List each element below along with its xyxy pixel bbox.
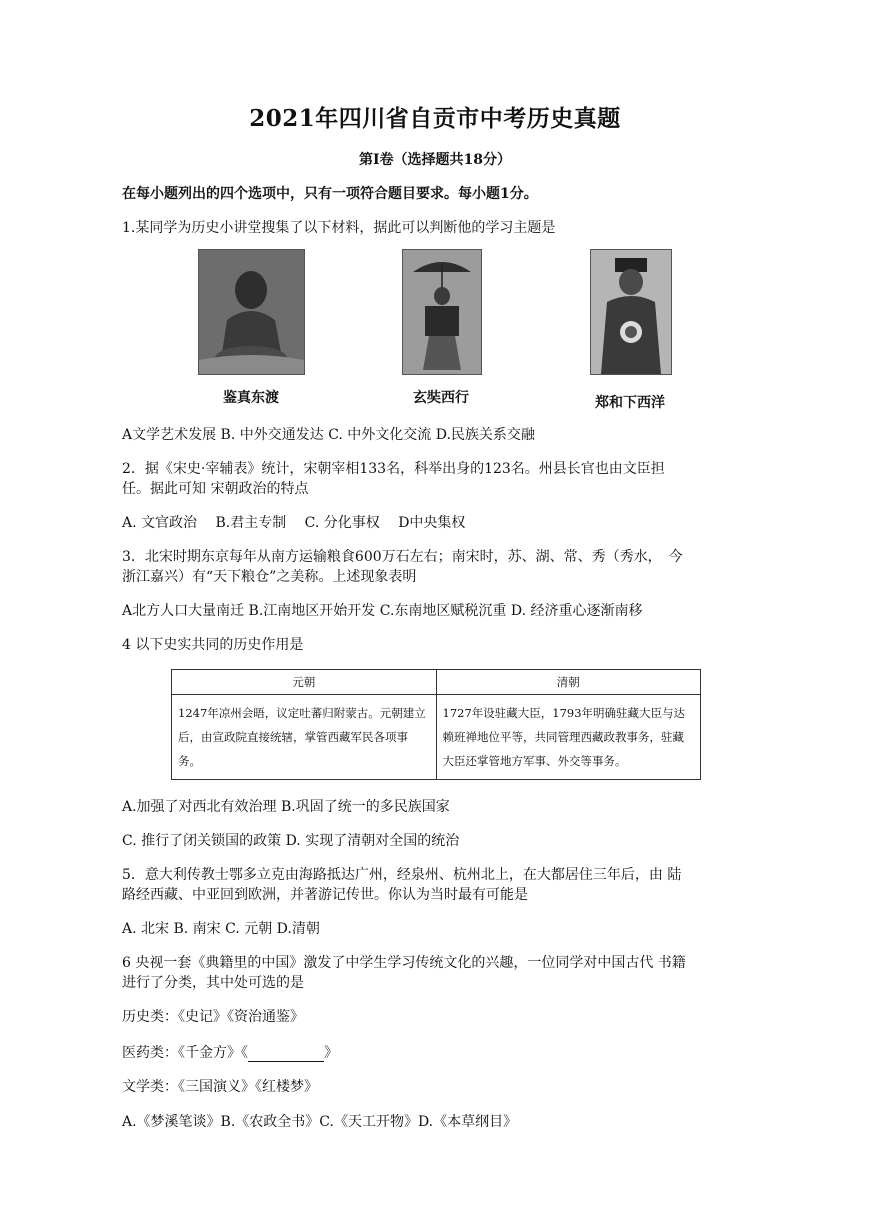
section-subtitle: 第Ⅰ卷（选择题共18分） — [358, 152, 512, 168]
q2-options: A. 文官政治 B.君主专制 C. 分化事权 D中央集权 — [122, 515, 466, 531]
q6-options: A.《梦溪笔谈》B.《农政全书》C.《天工开物》D.《本草纲目》 — [122, 1114, 518, 1130]
caption-zhenghe: 郑和下西洋 — [595, 395, 665, 411]
table-cell-yuan: 1247年凉州会晤，议定吐蕃归附蒙古。元朝建立后，由宣政院直接统辖，掌管西藏军民各项事务。 — [172, 695, 437, 780]
q1-options: A文学艺术发展 B. 中外交通发达 C. 中外文化交流 D.民族关系交融 — [122, 427, 535, 443]
table-header-qing: 清朝 — [436, 670, 701, 695]
q4-options-line1: A.加强了对西北有效治理 B.巩固了统一的多民族国家 — [122, 799, 450, 815]
zhenghe-image — [590, 249, 672, 375]
seated-monk-figure-icon — [199, 250, 304, 374]
q5-stem-line2: 路经西藏、中亚回到欧洲，并著游记传世。你认为当时最有可能是 — [122, 887, 528, 903]
q4-stem: 4 以下史实共同的历史作用是 — [122, 637, 304, 653]
q1-stem: 1.某同学为历史小讲堂搜集了以下材料，据此可以判断他的学习主题是 — [122, 220, 556, 236]
caption-jianzhen: 鉴真东渡 — [223, 390, 279, 406]
jianzhen-image — [198, 249, 305, 375]
q4-options-line2: C. 推行了闭关锁国的政策 D. 实现了清朝对全国的统治 — [122, 833, 460, 849]
medicine-suffix: 》 — [324, 1045, 338, 1061]
admiral-figure-icon — [591, 250, 671, 374]
traveling-monk-figure-icon — [403, 250, 481, 374]
instructions: 在每小题列出的四个选项中，只有一项符合题目要求。每小题1分。 — [122, 186, 538, 202]
q6-stem-line1: 6 央视一套《典籍里的中国》激发了中学生学习传统文化的兴趣，一位同学对中国古代 书籍 — [122, 955, 686, 971]
q6-literature-category: 文学类：《三国演义》《红楼梦》 — [122, 1079, 318, 1095]
q6-stem-line2: 进行了分类，其中处可选的是 — [122, 975, 304, 991]
q3-options: A北方人口大量南迁 B.江南地区开始开发 C.东南地区赋税沉重 D. 经济重心逐渐南移 — [122, 603, 643, 619]
table-header-yuan: 元朝 — [172, 670, 437, 695]
xuanzang-image — [402, 249, 482, 375]
medicine-prefix: 医药类：《千金方》《 — [122, 1045, 248, 1061]
q2-stem-line1: 2．据《宋史·宰辅表》统计，宋朝宰相133名，科举出身的123名。州县长官也由文臣担 — [122, 461, 665, 477]
q6-medicine-category — [122, 1042, 338, 1062]
table-cell-qing: 1727年设驻藏大臣，1793年明确驻藏大臣与达赖班禅地位平等，共同管理西藏政教事务，驻藏大臣还掌管地方军事、外交等事务。 — [436, 695, 701, 780]
q6-history-category: 历史类：《史记》《资治通鉴》 — [122, 1009, 304, 1025]
q5-stem-line1: 5．意大利传教士鄂多立克由海路抵达广州，经泉州、杭州北上，在大都居住三年后，由 陆 — [122, 867, 682, 883]
caption-xuanzang: 玄奘西行 — [413, 390, 469, 406]
page-title: 2021年四川省自贡市中考历史真题 — [249, 105, 621, 132]
q3-stem-line1: 3．北宋时期东京每年从南方运输粮食600万石左右；南宋时，苏、湖、常、秀（秀水， 今 — [122, 549, 683, 565]
q2-stem-line2: 任。据此可知 宋朝政治的特点 — [122, 481, 309, 497]
q5-options: A. 北宋 B. 南宋 C. 元朝 D.清朝 — [122, 921, 320, 937]
history-comparison-table — [171, 669, 701, 780]
q3-stem-line2: 浙江嘉兴）有“天下粮仓”之美称。上述现象表明 — [122, 569, 417, 585]
answer-blank — [248, 1047, 324, 1062]
